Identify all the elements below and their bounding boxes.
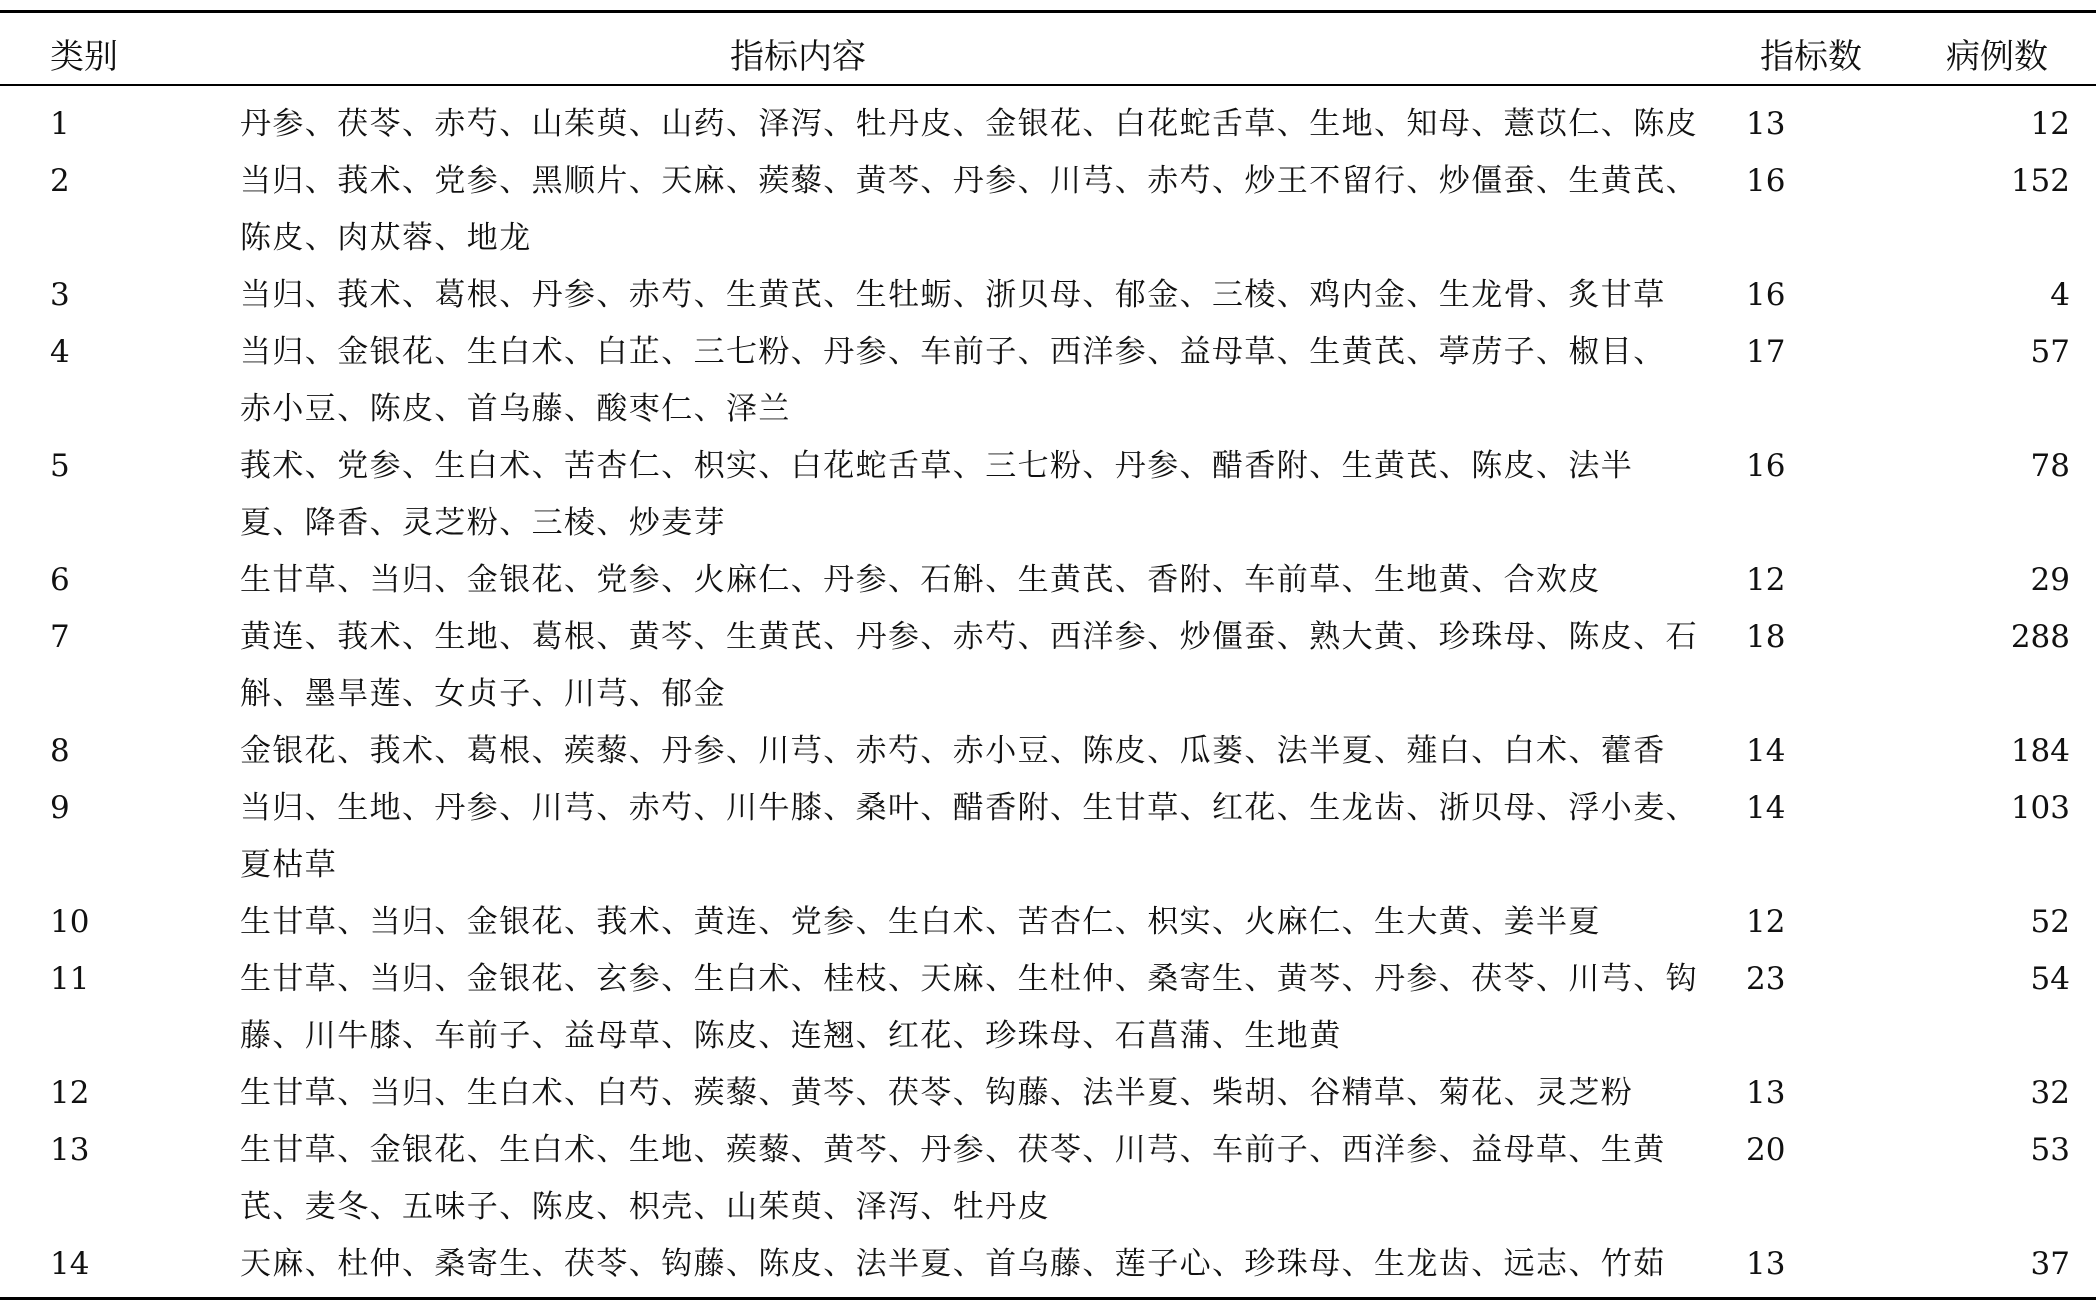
table-row: [0, 1236, 2096, 1293]
cell-category: 13: [50, 1132, 90, 1168]
table-row: [0, 438, 2096, 552]
content-line: 夏、降香、灵芝粉、三棱、炒麦芽: [240, 505, 726, 541]
content-line: 生甘草、当归、金银花、玄参、生白术、桂枝、天麻、生杜仲、桑寄生、黄芩、丹参、茯苓、川芎、钩: [240, 961, 1698, 997]
cell-indicator-count: 14: [1746, 733, 1786, 769]
cell-case-count: 103: [2010, 790, 2070, 826]
content-line: 黄连、莪术、生地、葛根、黄芩、生黄芪、丹参、赤芍、西洋参、炒僵蚕、熟大黄、珍珠母、陈皮、石: [240, 619, 1698, 655]
cell-indicator-count: 20: [1746, 1132, 1786, 1168]
header-content: 指标内容: [730, 37, 866, 77]
cell-category: 2: [50, 163, 70, 199]
cell-case-count: 54: [2030, 961, 2070, 997]
cell-category: 9: [50, 790, 70, 826]
cell-content: [240, 894, 1710, 951]
content-line: 当归、生地、丹参、川芎、赤芍、川牛膝、桑叶、醋香附、生甘草、红花、生龙齿、浙贝母、浮小麦、: [240, 790, 1698, 826]
cell-case-count: 32: [2030, 1075, 2070, 1111]
cell-case-count: 184: [2010, 733, 2070, 769]
cell-indicator-count: 16: [1746, 277, 1786, 313]
content-line: 生甘草、当归、金银花、党参、火麻仁、丹参、石斛、生黄芪、香附、车前草、生地黄、合欢皮: [240, 562, 1601, 598]
cell-content: [240, 1065, 1710, 1122]
table-row: [0, 609, 2096, 723]
content-line: 当归、莪术、葛根、丹参、赤芍、生黄芪、生牡蛎、浙贝母、郁金、三棱、鸡内金、生龙骨、炙甘草: [240, 277, 1666, 313]
content-line: 当归、莪术、党参、黑顺片、天麻、蒺藜、黄芩、丹参、川芎、赤芍、炒王不留行、炒僵蚕、生黄芪、: [240, 163, 1698, 199]
header-case-count: 病例数: [1946, 37, 2048, 77]
table-row: [0, 1122, 2096, 1236]
table-body: [0, 86, 2096, 1297]
table-row: [0, 951, 2096, 1065]
table-row: [0, 894, 2096, 951]
table-row: [0, 780, 2096, 894]
content-line: 生甘草、金银花、生白术、生地、蒺藜、黄芩、丹参、茯苓、川芎、车前子、西洋参、益母草、生黄: [240, 1132, 1666, 1168]
cell-case-count: 12: [2030, 106, 2070, 142]
content-line: 夏枯草: [240, 847, 338, 883]
cell-category: 11: [50, 961, 90, 997]
table-row: [0, 552, 2096, 609]
header-category: 类别: [50, 37, 118, 77]
content-line: 生甘草、当归、生白术、白芍、蒺藜、黄芩、茯苓、钩藤、法半夏、柴胡、谷精草、菊花、灵芝粉: [240, 1075, 1634, 1111]
cell-indicator-count: 12: [1746, 562, 1786, 598]
cell-case-count: 152: [2010, 163, 2070, 199]
content-line: 藤、川牛膝、车前子、益母草、陈皮、连翘、红花、珍珠母、石菖蒲、生地黄: [240, 1018, 1342, 1054]
cell-case-count: 37: [2030, 1246, 2070, 1282]
cell-content: [240, 1122, 1710, 1236]
cell-content: [240, 780, 1710, 894]
table-row: [0, 267, 2096, 324]
cell-indicator-count: 13: [1746, 1246, 1786, 1282]
cell-content: [240, 438, 1710, 552]
cell-category: 1: [50, 106, 70, 142]
cell-indicator-count: 16: [1746, 163, 1786, 199]
table-row: [0, 96, 2096, 153]
cell-content: [240, 951, 1710, 1065]
content-line: 芪、麦冬、五味子、陈皮、枳壳、山茱萸、泽泻、牡丹皮: [240, 1189, 1050, 1225]
cell-indicator-count: 14: [1746, 790, 1786, 826]
cell-category: 6: [50, 562, 70, 598]
content-line: 赤小豆、陈皮、首乌藤、酸枣仁、泽兰: [240, 391, 791, 427]
cell-category: 3: [50, 277, 70, 313]
cell-case-count: 288: [2010, 619, 2070, 655]
content-line: 生甘草、当归、金银花、莪术、黄连、党参、生白术、苦杏仁、枳实、火麻仁、生大黄、姜半夏: [240, 904, 1601, 940]
cell-content: [240, 267, 1710, 324]
table-row: [0, 324, 2096, 438]
header-indicator-count: 指标数: [1760, 37, 1862, 77]
content-line: 陈皮、肉苁蓉、地龙: [240, 220, 532, 256]
cell-content: [240, 609, 1710, 723]
table-row: [0, 1065, 2096, 1122]
table-row: [0, 723, 2096, 780]
cell-content: [240, 324, 1710, 438]
content-line: 斛、墨旱莲、女贞子、川芎、郁金: [240, 676, 726, 712]
cell-content: [240, 552, 1710, 609]
content-line: 莪术、党参、生白术、苦杏仁、枳实、白花蛇舌草、三七粉、丹参、醋香附、生黄芪、陈皮、法半: [240, 448, 1634, 484]
cluster-table: [0, 10, 2096, 1300]
cell-case-count: 52: [2030, 904, 2070, 940]
content-line: 金银花、莪术、葛根、蒺藜、丹参、川芎、赤芍、赤小豆、陈皮、瓜蒌、法半夏、薤白、白术、藿香: [240, 733, 1666, 769]
cell-content: [240, 723, 1710, 780]
cell-case-count: 57: [2030, 334, 2070, 370]
cell-indicator-count: 12: [1746, 904, 1786, 940]
cell-content: [240, 1236, 1710, 1293]
cell-content: [240, 96, 1710, 153]
table-header-row: [0, 13, 2096, 84]
cell-category: 7: [50, 619, 70, 655]
cell-case-count: 4: [2050, 277, 2070, 313]
cell-category: 8: [50, 733, 70, 769]
cell-indicator-count: 18: [1746, 619, 1786, 655]
cell-case-count: 78: [2030, 448, 2070, 484]
table-row: [0, 153, 2096, 267]
cell-indicator-count: 17: [1746, 334, 1786, 370]
cell-indicator-count: 13: [1746, 106, 1786, 142]
cell-category: 4: [50, 334, 70, 370]
cell-indicator-count: 13: [1746, 1075, 1786, 1111]
content-line: 丹参、茯苓、赤芍、山茱萸、山药、泽泻、牡丹皮、金银花、白花蛇舌草、生地、知母、薏苡仁、陈皮: [240, 106, 1698, 142]
cell-indicator-count: 16: [1746, 448, 1786, 484]
content-line: 天麻、杜仲、桑寄生、茯苓、钩藤、陈皮、法半夏、首乌藤、莲子心、珍珠母、生龙齿、远志、竹茹: [240, 1246, 1666, 1282]
cell-case-count: 29: [2030, 562, 2070, 598]
cell-category: 12: [50, 1075, 90, 1111]
cell-indicator-count: 23: [1746, 961, 1786, 997]
cell-case-count: 53: [2030, 1132, 2070, 1168]
cell-category: 14: [50, 1246, 90, 1282]
cell-category: 5: [50, 448, 70, 484]
content-line: 当归、金银花、生白术、白芷、三七粉、丹参、车前子、西洋参、益母草、生黄芪、葶苈子、椒目、: [240, 334, 1666, 370]
cell-content: [240, 153, 1710, 267]
cell-category: 10: [50, 904, 90, 940]
